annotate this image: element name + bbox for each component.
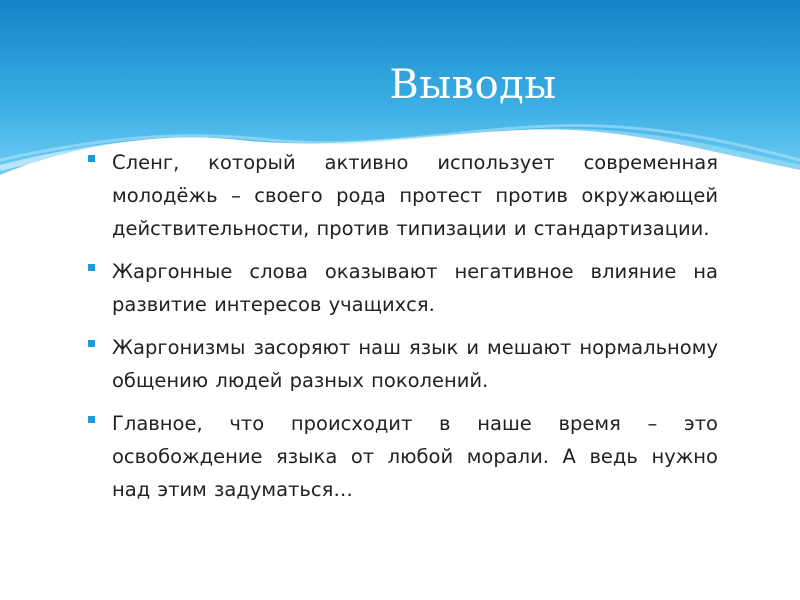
bullet-list bbox=[88, 146, 718, 516]
list-item bbox=[88, 407, 718, 506]
bullet-text: Жаргонные слова оказывают негативное влияние на развитие интересов учащихся. bbox=[112, 260, 718, 316]
square-bullet-icon bbox=[88, 155, 95, 162]
list-item bbox=[88, 331, 718, 397]
bullet-text: Сленг, который активно использует современная молодёжь – своего рода протест против окружающей действительности, против типизации и стандартизации. bbox=[112, 151, 718, 240]
square-bullet-icon bbox=[88, 416, 95, 423]
bullet-text: Жаргонизмы засоряют наш язык и мешают нормальному общению людей разных поколений. bbox=[112, 336, 718, 392]
list-item bbox=[88, 146, 718, 245]
square-bullet-icon bbox=[88, 264, 95, 271]
square-bullet-icon bbox=[88, 340, 95, 347]
slide-title: Выводы bbox=[389, 62, 557, 108]
list-item bbox=[88, 255, 718, 321]
bullet-text: Главное, что происходит в наше время – это освобождение языка от любой морали. А ведь нужно над этим задуматься… bbox=[112, 412, 718, 501]
